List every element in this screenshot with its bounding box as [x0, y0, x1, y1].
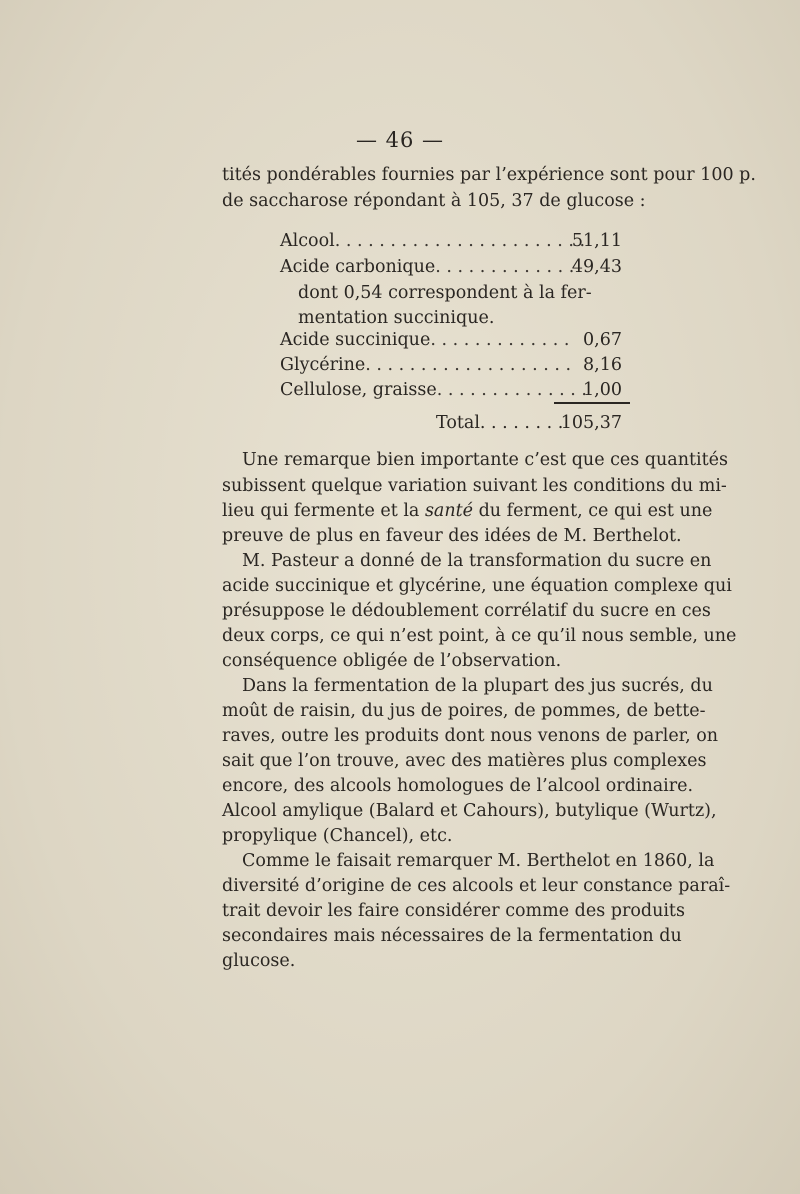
- paragraph-line: [222, 500, 713, 523]
- row-dots: . . . . . . . . . . . . .: [430, 330, 570, 350]
- intro-line: tités pondérables fournies par l’expérience sont pour 100 p.: [222, 165, 756, 185]
- paragraph-line: sait que l’on trouve, avec des matières plus complexes: [222, 751, 707, 771]
- row-label: Alcool: [280, 231, 335, 251]
- paragraph-line: conséquence obligée de l’observation.: [222, 651, 562, 671]
- paragraph-line: encore, des alcools homologues de l’alcool ordinaire.: [222, 776, 694, 796]
- paragraph-line: trait devoir les faire considérer comme des produits: [222, 901, 685, 921]
- table-row: [280, 354, 622, 377]
- total-label: Total: [436, 413, 480, 433]
- row-label: Cellulose, graisse: [280, 380, 437, 400]
- row-value: 0,67: [583, 330, 622, 350]
- paragraph-line: diversité d’origine de ces alcools et leur constance paraî-: [222, 876, 731, 896]
- total-dots: . . . . . . . .: [479, 413, 564, 433]
- paragraph-line: Une remarque bien importante c’est que ces quantités: [242, 450, 728, 470]
- paragraph-line: preuve de plus en faveur des idées de M. Berthelot.: [222, 526, 682, 546]
- table-row: [280, 329, 622, 352]
- row-label: Acide carbonique: [280, 257, 436, 277]
- table-row: [280, 379, 622, 402]
- table-note-line: mentation succinique.: [298, 308, 495, 328]
- paragraph-line: acide succinique et glycérine, une équation complexe qui: [222, 576, 732, 596]
- row-value: 1,00: [583, 380, 622, 400]
- paragraph-line: glucose.: [222, 951, 296, 971]
- table-row: [280, 230, 622, 253]
- paragraph-line: propylique (Chancel), etc.: [222, 826, 453, 846]
- row-dots: . . . . . . . . . . . . . . . . . . .: [365, 355, 572, 375]
- row-value: 51,11: [571, 231, 622, 251]
- paragraph-line: M. Pasteur a donné de la transformation du sucre en: [242, 551, 712, 571]
- table-total: [436, 412, 622, 435]
- row-label: Acide succinique: [280, 330, 431, 350]
- italic-word: santé: [424, 501, 474, 521]
- row-value: 49,43: [571, 257, 622, 277]
- table-row: [280, 256, 622, 279]
- paragraph-line: raves, outre les produits dont nous venons de parler, on: [222, 726, 719, 746]
- row-value: 8,16: [583, 355, 622, 375]
- paragraph-line: deux corps, ce qui n’est point, à ce qu’il nous semble, une: [222, 626, 737, 646]
- paragraph-line: présuppose le dédoublement corrélatif du sucre en ces: [222, 601, 711, 621]
- page-number: — 46 —: [355, 128, 445, 152]
- table-note-line: dont 0,54 correspondent à la fer-: [298, 283, 592, 303]
- row-label: Glycérine: [280, 355, 366, 375]
- paragraph-line: moût de raisin, du jus de poires, de pommes, de bette-: [222, 701, 706, 721]
- sum-rule: [554, 402, 630, 404]
- text-span: du ferment, ce qui est une: [478, 501, 713, 521]
- paragraph-line: secondaires mais nécessaires de la fermentation du: [222, 926, 682, 946]
- paragraph-line: subissent quelque variation suivant les conditions du mi-: [222, 476, 727, 496]
- paragraph-line: Alcool amylique (Balard et Cahours), butylique (Wurtz),: [222, 801, 717, 821]
- row-dots: . . . . . . . . . . . . . . . . . . . . . . .: [334, 231, 586, 251]
- text-span: lieu qui fermente et la: [222, 501, 420, 521]
- paragraph-line: Comme le faisait remarquer M. Berthelot en 1860, la: [242, 851, 715, 871]
- total-value: 105,37: [560, 413, 622, 433]
- paragraph-line: Dans la fermentation de la plupart des jus sucrés, du: [242, 676, 713, 696]
- row-dots: . . . . . . . . . . . . . .: [436, 380, 587, 400]
- row-dots: . . . . . . . . . . . . .: [435, 257, 575, 277]
- intro-line: de saccharose répondant à 105, 37 de glucose :: [222, 191, 646, 211]
